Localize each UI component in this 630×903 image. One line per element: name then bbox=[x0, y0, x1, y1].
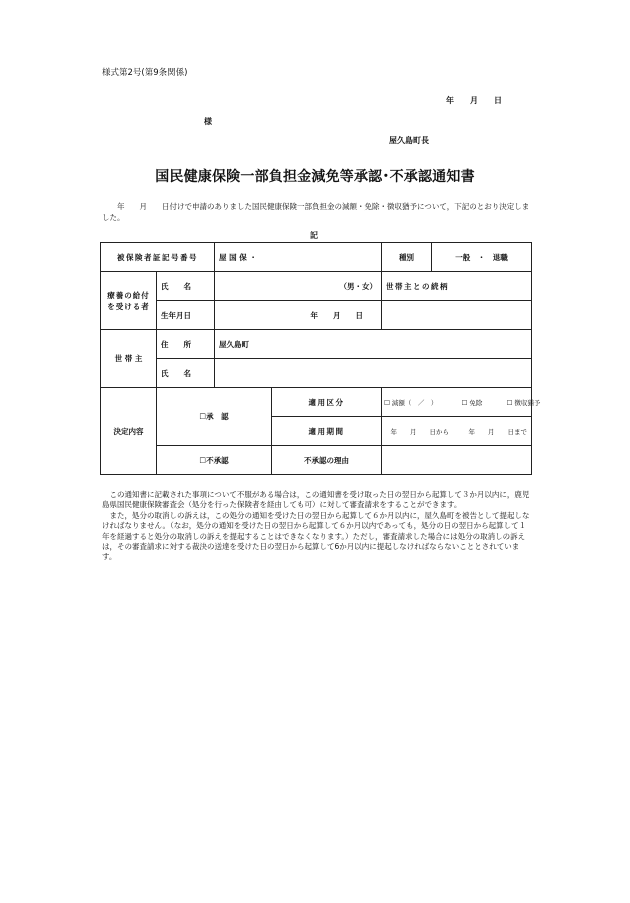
category-options bbox=[382, 388, 541, 417]
address-value: 屋久島町 bbox=[215, 330, 532, 359]
reject-reason-value bbox=[382, 446, 532, 475]
approved-checkbox[interactable]: ☐承 認 bbox=[157, 388, 272, 446]
lead-text: 年 月 日付けで申請のありました国民健康保険一部負担金の減額・免除・徴収猶予について，下記のとおり決定しました。 bbox=[102, 202, 530, 222]
sex-value: （男・女） bbox=[215, 272, 382, 301]
ki-marker: 記 bbox=[310, 231, 318, 240]
birth-value: 年 月 日 bbox=[215, 301, 382, 330]
decision-table bbox=[100, 242, 541, 475]
insured-number-label: 被保険者証記号番号 bbox=[101, 243, 215, 272]
recipient-name-label: 氏 名 bbox=[157, 272, 215, 301]
reject-reason-label: 不承認の理由 bbox=[272, 446, 382, 475]
decision-label: 決定内容 bbox=[101, 388, 157, 475]
category-deferral-checkbox[interactable]: ☐ 徴収猶予 bbox=[506, 398, 541, 407]
form-number: 様式第2号(第9条関係) bbox=[102, 68, 188, 78]
period-value: 年 月 日から 年 月 日まで bbox=[382, 417, 532, 446]
issuer: 屋久島町長 bbox=[389, 136, 429, 145]
type-label: 種別 bbox=[382, 243, 432, 272]
addressee-suffix: 様 bbox=[204, 117, 212, 126]
type-value: 一般 ・ 退職 bbox=[432, 243, 532, 272]
relation-value bbox=[382, 301, 532, 330]
period-label: 適用期間 bbox=[272, 417, 382, 446]
category-reduction-checkbox[interactable]: ☐ 減額（ ／ ） bbox=[384, 398, 438, 407]
rejected-checkbox[interactable]: ☐不承認 bbox=[157, 446, 272, 475]
date-line: 年 月 日 bbox=[446, 96, 502, 105]
birth-label: 生年月日 bbox=[157, 301, 215, 330]
category-exemption-checkbox[interactable]: ☐ 免除 bbox=[461, 398, 483, 407]
note-paragraph: また，処分の取消しの訴えは，この処分の通知を受けた日の翌日から起算して６か月以内に，屋久島町を被告として提起しなければなりません。（なお，処分の通知を受けた日の翌日から起算して６か月以内であっても，処分の日の翌日から起算して１年を経過すると処分の取消しの訴えを提起することはできなくなります。）ただし，審査請求した場合には処分の取消しの訴えは，その審査請求に対する裁決の送達を受けた日の翌日から起算して6か月以内に提起しなければならないこととされています。 bbox=[102, 510, 530, 562]
address-label: 住 所 bbox=[157, 330, 215, 359]
category-label: 適用区分 bbox=[272, 388, 382, 417]
insured-number-value: 屋 国 保 ・ bbox=[215, 243, 382, 272]
householder-name-value bbox=[215, 359, 532, 388]
note-paragraph: この通知書に記載された事項について不服がある場合は，この通知書を受け取った日の翌日から起算して３か月以内に，鹿児島県国民健康保険審査会（処分を行った保険者を経由しても可）に対して審査請求をすることができます。 bbox=[102, 490, 530, 510]
document-title: 国民健康保険一部負担金減免等承認･不承認通知書 bbox=[155, 169, 475, 185]
notes bbox=[102, 490, 530, 563]
householder-label: 世 帯 主 bbox=[101, 330, 157, 388]
relation-label: 世帯主との続柄 bbox=[382, 272, 532, 301]
householder-name-label: 氏 名 bbox=[157, 359, 215, 388]
recipient-label: 療養の給付を受ける者 bbox=[101, 272, 157, 330]
